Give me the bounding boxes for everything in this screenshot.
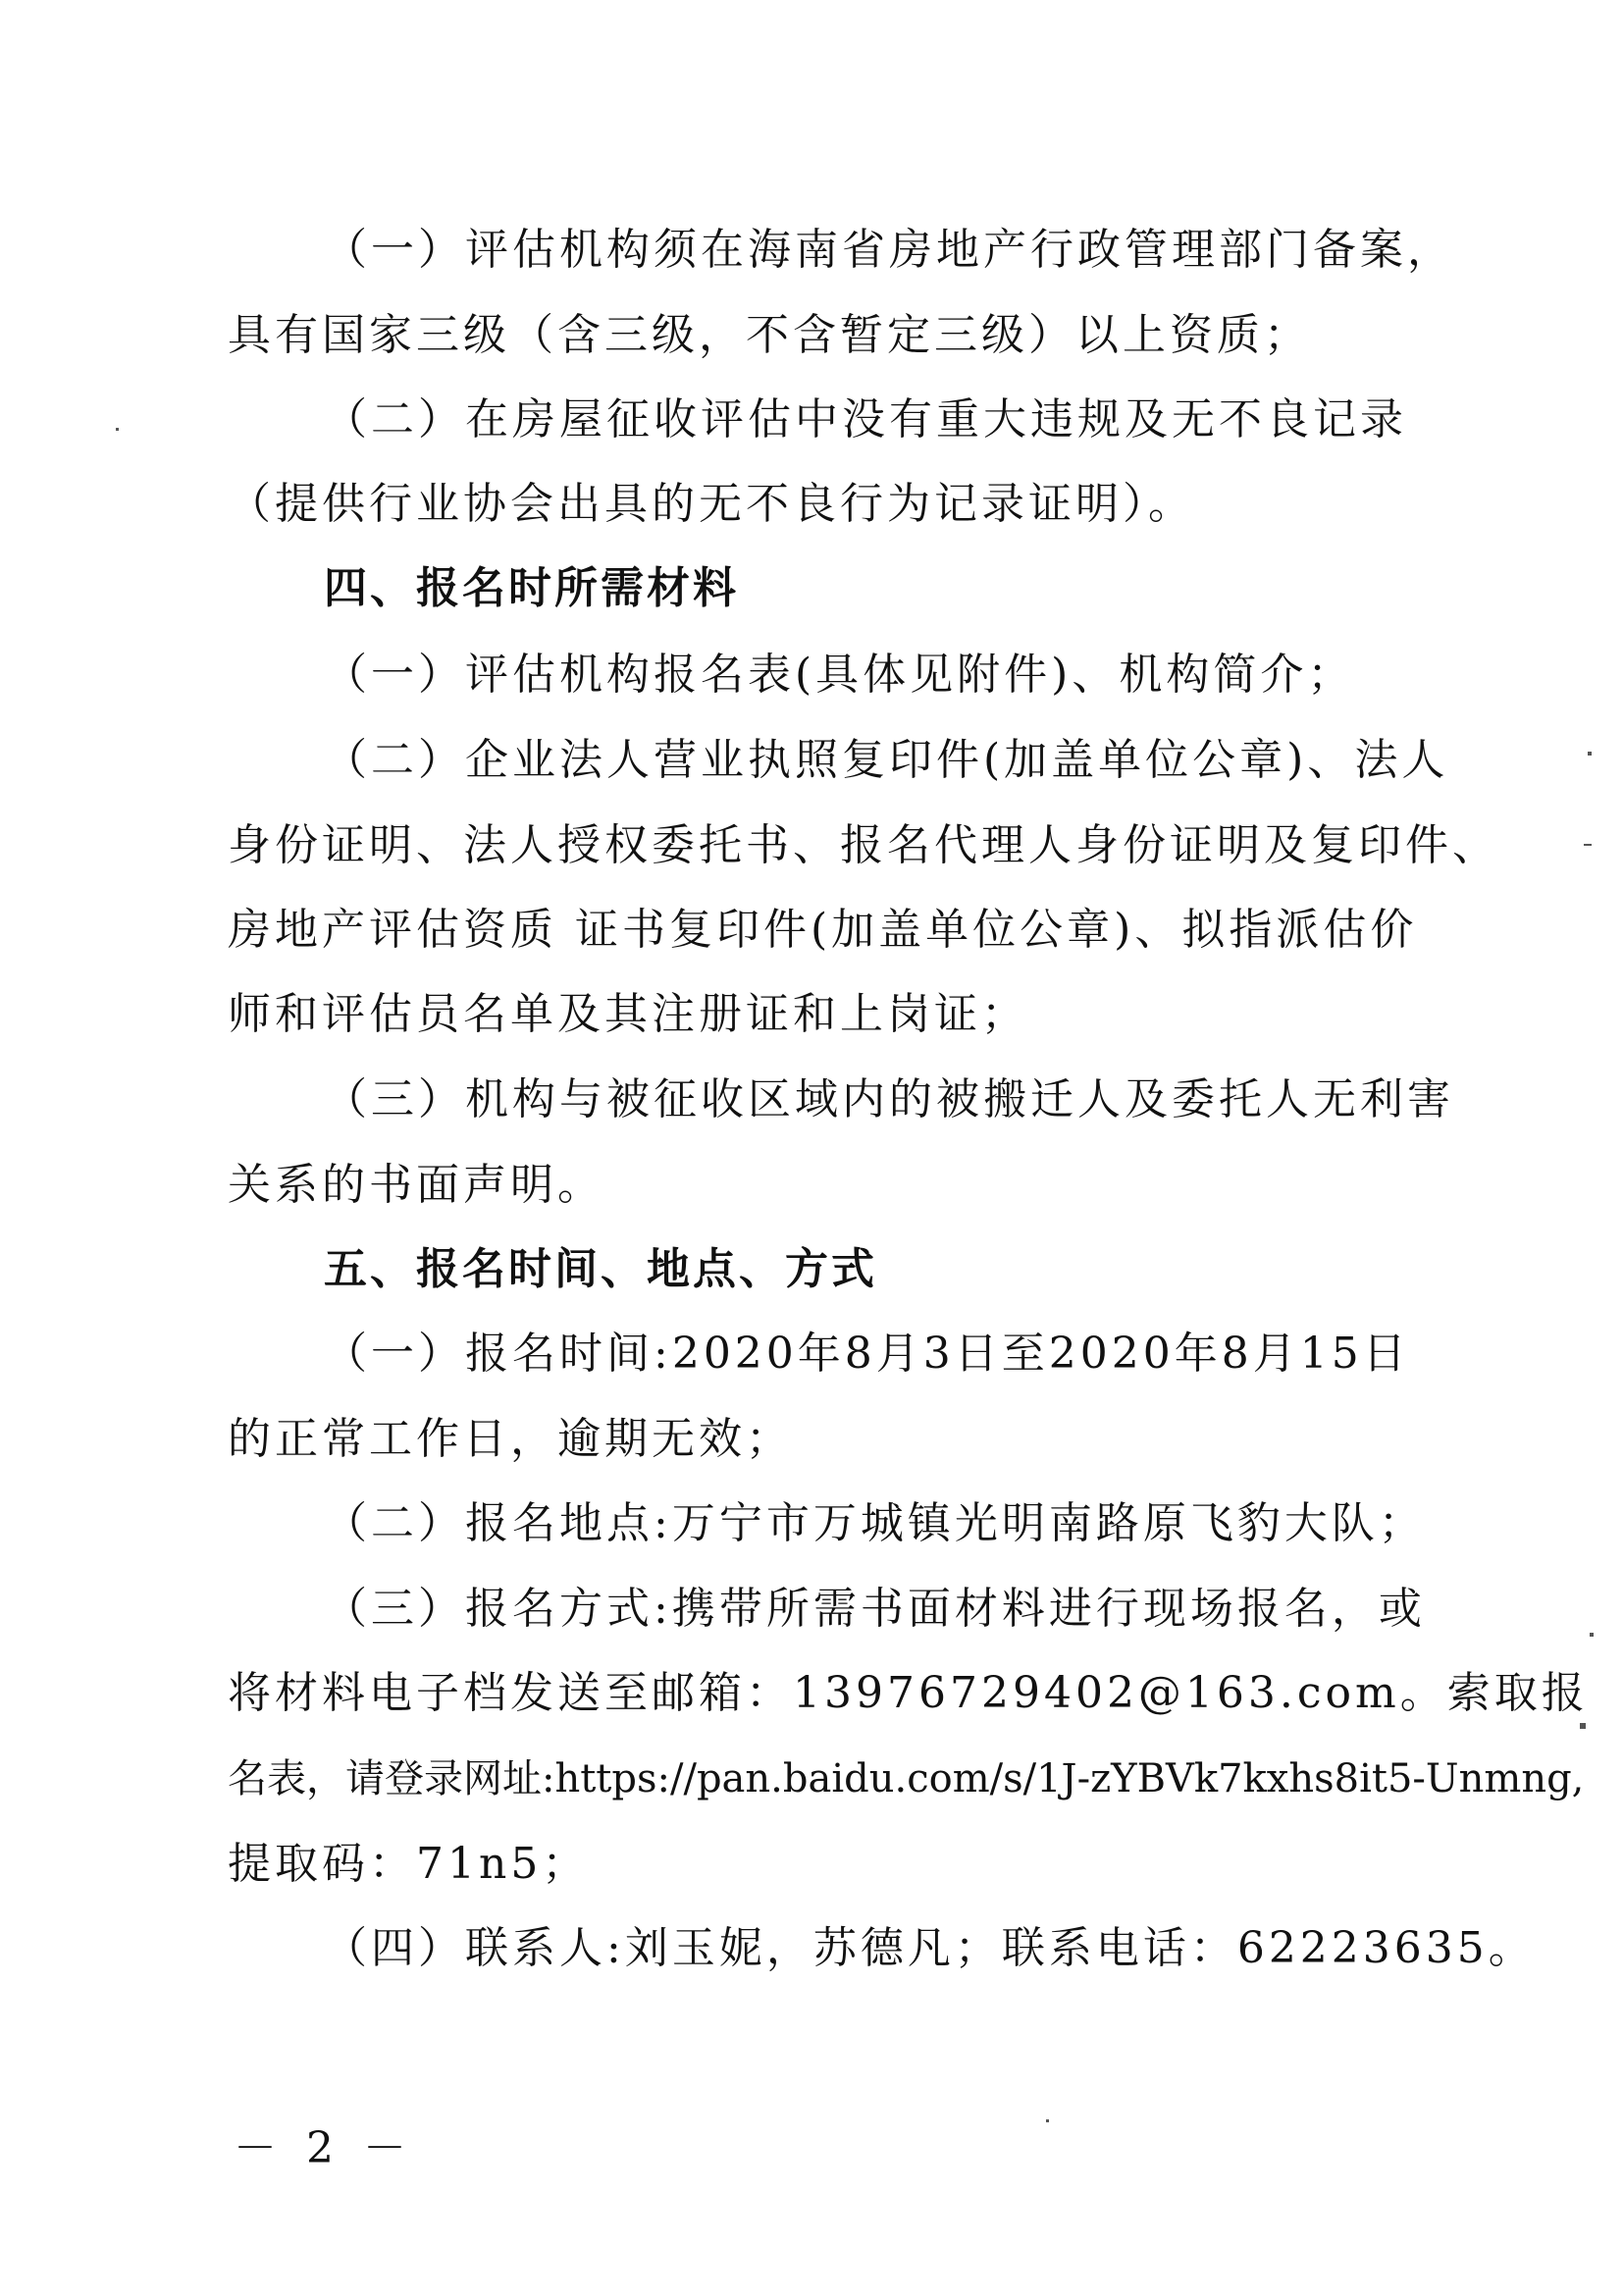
section-heading: 四、报名时所需材料: [324, 563, 739, 613]
paragraph-line: （二）在房屋征收评估中没有重大违规及无不良记录: [324, 394, 1407, 444]
paragraph-line: （一）评估机构须在海南省房地产行政管理部门备案，: [324, 225, 1454, 275]
paragraph-line: （三）机构与被征收区域内的被搬迁人及委托人无利害: [324, 1074, 1454, 1124]
scan-speck: [116, 428, 119, 431]
paragraph-line: 师和评估员名单及其注册证和上岗证；: [228, 989, 1028, 1039]
paragraph-line: （一）评估机构报名表(具体见附件)、机构简介；: [324, 650, 1355, 700]
paragraph-line: （二）报名地点:万宁市万城镇光明南路原飞豹大队；: [324, 1498, 1426, 1548]
section-heading: 五、报名时间、地点、方式: [324, 1244, 877, 1294]
scan-speck: [1588, 752, 1592, 756]
scan-speck: [1046, 2119, 1049, 2122]
paragraph-line: 具有国家三级（含三级，不含暂定三级）以上资质；: [228, 310, 1311, 360]
paragraph-line: （一）报名时间:2020年8月3日至2020年8月15日: [324, 1329, 1410, 1379]
page-number: － 2 －: [234, 2123, 414, 2173]
scan-speck: [1580, 1723, 1586, 1729]
paragraph-line: 关系的书面声明。: [228, 1160, 604, 1210]
scan-speck: [1590, 1633, 1594, 1637]
scan-speck: [1584, 844, 1592, 846]
paragraph-line: 提取码：71n5；: [228, 1839, 590, 1889]
paragraph-line: 名表，请登录网址:https://pan.baidu.com/s/1J-zYBVk7kxhs8it5-Unmng,: [228, 1756, 1585, 1801]
paragraph-line: （二）企业法人营业执照复印件(加盖单位公章)、法人: [324, 735, 1449, 785]
paragraph-line: （三）报名方式:携带所需书面材料进行现场报名，或: [324, 1584, 1426, 1634]
paragraph-line: 的正常工作日，逾期无效；: [228, 1414, 793, 1464]
paragraph-line: （提供行业协会出具的无不良行为记录证明）。: [228, 479, 1195, 529]
paragraph-line: 房地产评估资质 证书复印件(加盖单位公章)、拟指派估价: [228, 905, 1418, 955]
paragraph-line: 将材料电子档发送至邮箱：13976729402@163.com。索取报: [228, 1668, 1589, 1718]
paragraph-line: 身份证明、法人授权委托书、报名代理人身份证明及复印件、: [228, 820, 1499, 870]
paragraph-line: （四）联系人:刘玉妮，苏德凡；联系电话：62223635。: [324, 1923, 1536, 1973]
